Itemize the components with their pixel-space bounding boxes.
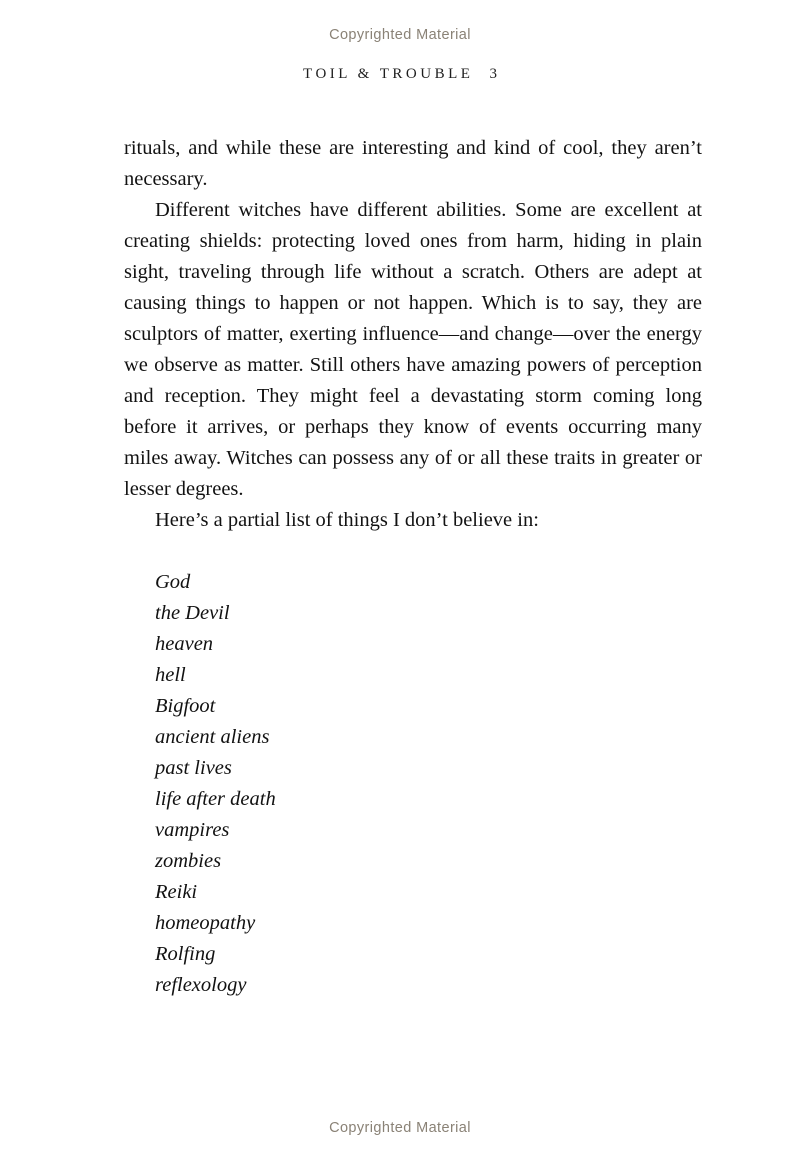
list-item: Reiki bbox=[155, 881, 198, 903]
paragraph: Different witches have different abilities. Some are excellent at creating shields: protecting loved ones from harm, hiding in plain sight, traveling through life without a scratch. Others are adept at causing things to happen or not happen. Which is to say, they are sculptors of matter, exerting influence—and change—over the energy we observe as matter. Still others have amazing powers of perception and reception. They might feel a devastating storm coming long before it arrives, or perhaps they know of events occurring many miles away. Witches can possess any of or all these traits in greater or lesser degrees. bbox=[124, 199, 702, 500]
page-number: 3 bbox=[489, 66, 497, 82]
book-title: TOIL & TROUBLE bbox=[303, 66, 474, 82]
paragraph: Here’s a partial list of things I don’t believe in: bbox=[155, 509, 539, 531]
list-item: ancient aliens bbox=[155, 726, 270, 748]
copyright-notice-top: Copyrighted Material bbox=[329, 27, 471, 43]
list-item: past lives bbox=[155, 757, 232, 779]
paragraph: rituals, and while these are interesting and kind of cool, they aren’t necessary. bbox=[124, 137, 702, 190]
list-item: Bigfoot bbox=[155, 695, 216, 717]
list-item: vampires bbox=[155, 819, 230, 841]
list-item: Rolfing bbox=[155, 943, 216, 965]
list-item: the Devil bbox=[155, 602, 230, 624]
copyright-notice-bottom: Copyrighted Material bbox=[329, 1120, 471, 1136]
running-header bbox=[0, 66, 800, 83]
list-item: God bbox=[155, 571, 191, 593]
list-item: hell bbox=[155, 664, 186, 686]
page-body bbox=[124, 133, 702, 1001]
list-item: heaven bbox=[155, 633, 214, 655]
list-item: homeopathy bbox=[155, 912, 256, 934]
list-item: life after death bbox=[155, 788, 276, 810]
disbelief-list bbox=[155, 567, 702, 1001]
list-item: reflexology bbox=[155, 974, 247, 996]
list-item: zombies bbox=[155, 850, 222, 872]
